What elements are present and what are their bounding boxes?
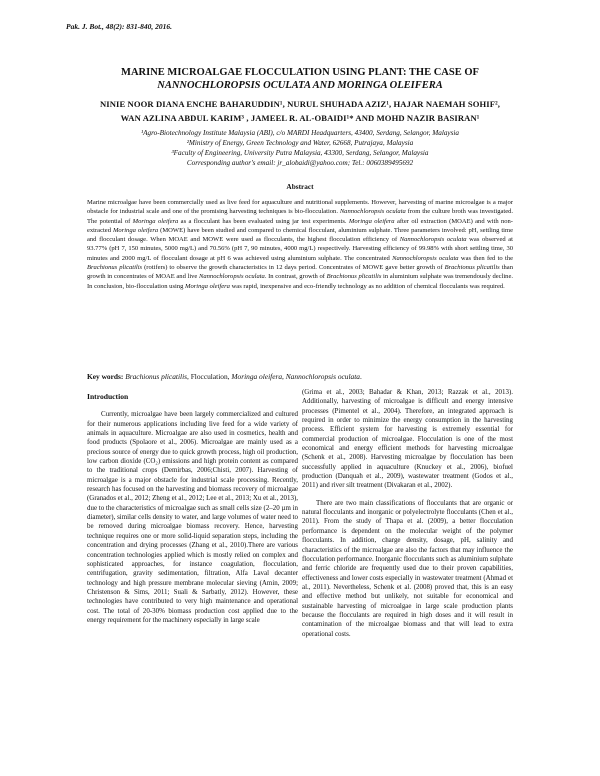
affiliations — [40, 128, 560, 168]
author-list — [40, 97, 560, 125]
keyword: Moringa oleifera — [231, 372, 283, 381]
abstract-text: . In contrast, growth of — [264, 273, 327, 281]
intro-paragraph-3: There are two main classifications of flocculants that are organic or natural flocculants and inorganic or polyelectrolyte flocculants (Chen et al., 2011). From the study of Thapa et al. (2009), a better flocculation performance is dependent on the molecular weight of the polymer flocculants. In addition, charge density, dosage, pH, salinity and characteristics of the microalgae are also the factors that may influence the flocculation performance. Inorganic flocculants such as aluminium sulphate and ferric chloride are frequently used due to their proven capabilities, effectiveness and lower costs especially in wastewater treatment (Ahmad et al., 2011). Nevertheless, Schenk et al. (2008) proved that, this is an easy and effective method but unlikely, not suitable for economical and sustainable harvesting of microalgae in large scale production plants because the flocculants are required in high doses and it will result in contamination of the microalgae biomass and that will lead to extra operational costs. — [302, 498, 513, 638]
abstract-text: after oil extraction (MOAE) and with non-extracted — [87, 217, 513, 234]
abstract-text: was then fed to the — [458, 254, 513, 262]
authors-line-2: WAN AZLINA ABDUL KARIM³ , JAMEEL R. AL-OBAIDI¹* AND MOHD NAZIR BASIRAN¹ — [120, 113, 480, 123]
abstract-text: (MOWE) have been studied and compared to chemical flocculant, aluminium sulphate. Three parameters involved: pH, settling time and flocculant dosage. When MOAE and MOWE were used as flocculants, the highest flocculation efficiency of — [87, 226, 513, 244]
affiliation-1: ¹Agro-Biotechnology Institute Malaysia (ABI), c/o MARDI Headquarters, 43400, Serdang, Selangor, Malaysia — [140, 129, 459, 137]
species-name: Moringa oleifera — [132, 217, 179, 225]
corresponding-author: Corresponding author's email: jr_alobaidi@yahoo.com; Tel.: 0060389495692 — [186, 159, 414, 167]
species-name: Nannochloropsis oculata — [339, 208, 406, 216]
abstract-text: Marine microalgae have been commercially used as live feed for aquaculture and nutritional supplements. However, harvesting of marine microalgae is a major obstacle for industrial scale and one of the promising harvesting techniques is bio-flocculation. — [87, 199, 513, 216]
title-line-2: NANNOCHLOROPSIS OCULATA AND MORINGA OLEIFERA — [157, 80, 443, 91]
affiliation-3: ³Faculty of Engineering, University Putra Malaysia, 43300, Serdang, Selangor, Malaysia — [171, 149, 429, 157]
abstract-text: (rotifers) to observe the growth characteristics in 12 days period. Concentrates of MOWE gave better growth of — [142, 264, 445, 272]
species-name: Brachionus plicatilis — [326, 273, 382, 281]
authors-line-1: NINIE NOOR DIANA ENCHE BAHARUDDIN¹, NURUL SHUHADA AZIZ¹, HAJAR NAEMAH SOHIF², — [99, 99, 501, 109]
species-name: Moringa oleifera — [112, 226, 159, 234]
species-name: Brachionus plicatilis — [87, 264, 143, 272]
abstract-text: was rapid, inexpensive and eco-friendly technology as no addition of chemical flocculants was required. — [229, 282, 505, 290]
journal-citation: Pak. J. Bot., 48(2): 831-840, 2016. — [66, 22, 173, 31]
abstract-text: as a flocculant has been evaluated using jar test experiments. — [178, 217, 349, 225]
species-name: Nannochloropsis oculata — [392, 254, 459, 262]
abstract-text: from the culture broth was investigated. The potential of — [87, 208, 514, 225]
affiliation-2: ²Ministry of Energy, Green Technology and Water, 62668, Putrajaya, Malaysia — [186, 139, 414, 147]
keyword-sep: , Flocculation, — [187, 372, 232, 381]
species-name: Moringa oleifera — [348, 217, 395, 225]
keywords — [87, 372, 513, 381]
introduction-heading: Introduction — [87, 392, 129, 401]
title-line-1: MARINE MICROALGAE FLOCCULATION USING PLANT: THE CASE OF — [121, 67, 479, 78]
right-column — [302, 388, 513, 647]
intro-paragraph-1: Currently, microalgae have been largely commercialized and cultured for their numerous applications including live feed for a wide variety of animals in aquaculture. Microalgae are also used in cosmetics, health and food products (Spolaore et al., 2006). Microalgae are mainly used as a precious source of energy due to quick growth process, high oil production, low carbon dioxide (CO₂) emissions and high protein content as compared to the traditional crops (Demirbas, 2006;Chisti, 2007). Harvesting of microalgae is a major obstacle for industrial scale processing. Recently, research has focused on the harvesting and biomass recovery of microalgae (Granados et al., 2012; Zheng et al., 2012; Lee et al., 2013; Xu et al., 2013), due to the characteristics of microalgae such as small cells size (2–20 µm in diameter), similar cells density to water, and large volumes of water need to be removed during microalgae biomass recovery. Hence, harvesting technique requires one or more solid-liquid separation steps, including the concentration and drying processes (Zhang et al., 2010).There are various concentration technologies applied which is mostly relied on complex and sophisticated approaches, for instance coagulation, flocculation, centrifugation, gravity sedimentation, filtration, Alfa Laval decanter technology and high pressure membrane molecular sieving (Amin, 2009; Christenson & Sims, 2011; Suali & Sarbatly, 2012). However, these technologies have contributed to very high maintenance and operational cost. The total of 20-30% biomass production cost applied due to the energy requirement for the machinery especially in large scale — [87, 410, 298, 624]
keyword-sep: , — [282, 372, 286, 381]
species-name: Nannochloropsis oculata — [399, 236, 467, 244]
keyword-end: . — [360, 372, 362, 381]
species-name: Nannochloropsis oculata — [199, 273, 265, 281]
left-column — [87, 392, 298, 633]
abstract-text: was observed at 93.77% (pH 7, 150 minutes, 5000 mg/L) and 70.56% (pH 7, 90 minutes, 4000 mg/L) respectively. Harvesting efficiency of 99.98% with short settling time, 30 minutes and 2000 mg/L of flocculant dosage at pH 6 was achieved using aluminium sulphate. The concentrated — [87, 236, 513, 262]
keywords-label: Key words: — [87, 372, 124, 381]
abstract-body — [87, 198, 513, 291]
abstract-text: than growth in concentrates of MOAE and live — [87, 264, 513, 281]
species-name: Brachionus plicatilis — [444, 264, 500, 272]
keyword: Brachionus plicatilis — [125, 372, 187, 381]
keyword: Nannochloropsis oculata — [285, 372, 360, 381]
intro-paragraph-2: (Grima et al., 2003; Bahadar & Khan, 2013; Razzak et al., 2013). Additionally, harvesting of microalgae is difficult and energy intensive processes (Pimentel et al., 2004). Therefore, an integrated approach is required in order to minimize the energy consumption in the harvesting process. Efficient system for harvesting is extremely essential for commercial production of microalgae. Flocculation is one of the most economical and energy efficient methods for harvesting microalgae (Schenk et al., 2008). Harvesting microalgae by flocculation has been successfully applied in aquaculture (Knuckey et al., 2006), biofuel production (Danquah et al., 2009), wastewater treatment (Godos et al., 2011) and river silt treatment (Divakaran et al., 2002). — [302, 388, 513, 490]
species-name: Moringa oleifera — [185, 282, 230, 290]
abstract-heading: Abstract — [286, 182, 314, 191]
abstract-text: in aluminium sulphate was tremendously decline. In conclusion, bio-flocculation using — [87, 273, 513, 290]
paper-title — [40, 66, 560, 92]
